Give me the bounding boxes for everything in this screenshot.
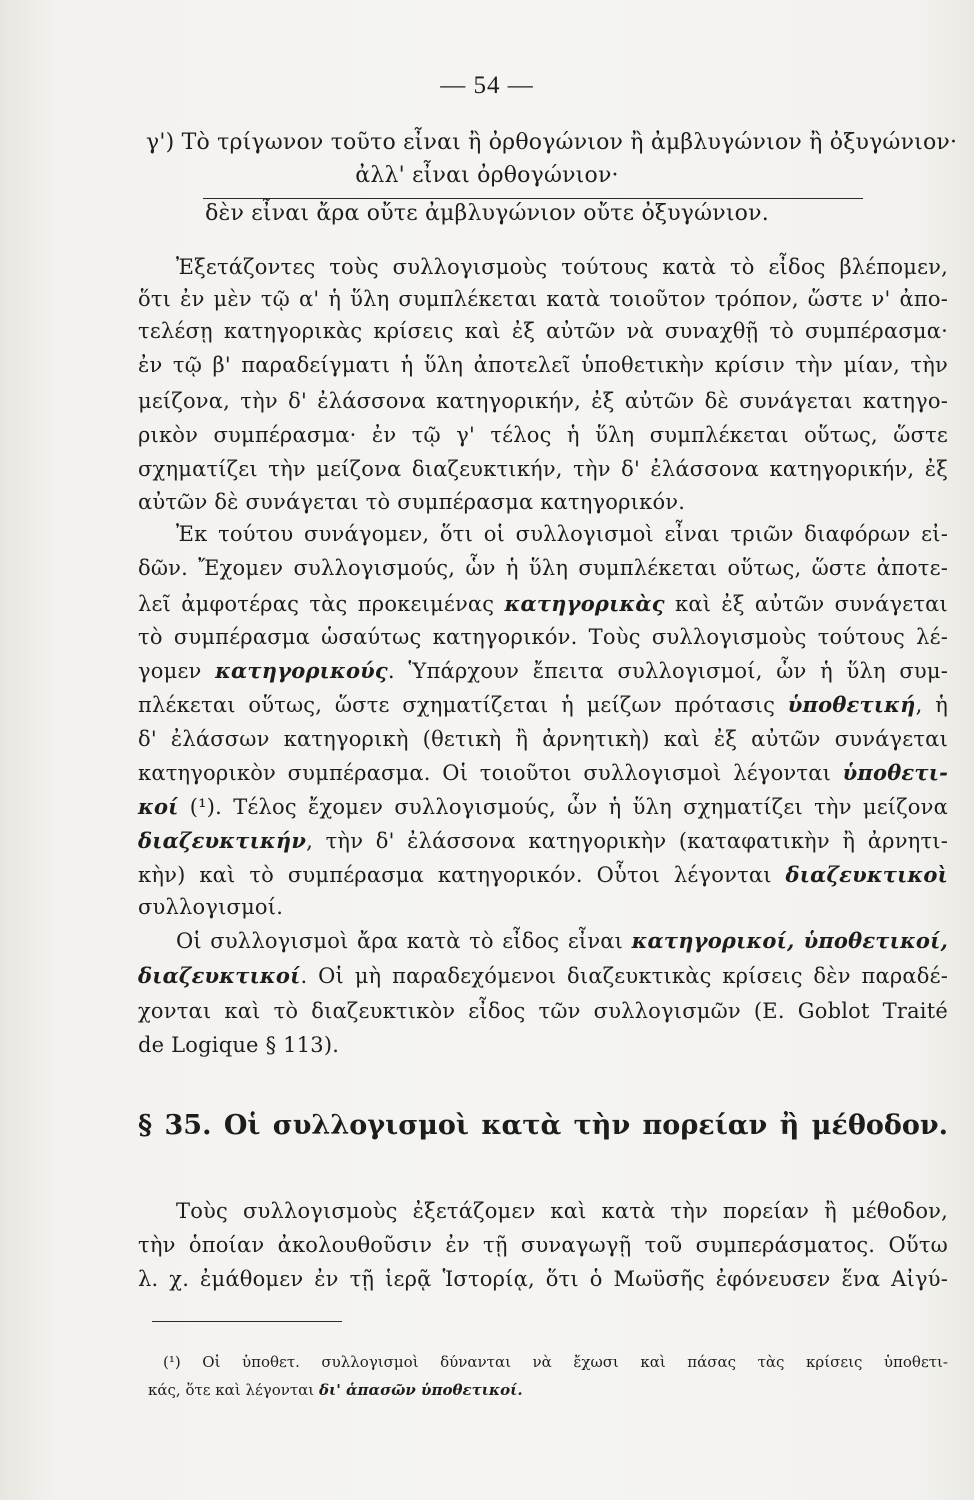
paragraph-4-line-1: Τοὺς συλλογισμοὺς ἐξετάζομεν καὶ κατὰ τὴν πορείαν ἢ μέθοδον, — [176, 1199, 948, 1223]
paragraph-1-line-4: ἐν τῷ β' παραδείγματι ἡ ὕλη ἀποτελεῖ ὑποθετικὴν κρίσιν τὴν μίαν, τὴν — [138, 353, 948, 377]
terms-categorical-hypothetical: κατηγορικοί, ὑποθετικοί, — [631, 928, 948, 953]
term-disjunctive-plural: διαζευκτικοὶ — [785, 862, 948, 887]
paragraph-2-line-10: διαζευκτικήν, τὴν δ' ἐλάσσονα κατηγορικὴν (καταφατικὴν ἢ ἀρνητι- — [138, 828, 948, 853]
term-disjunctive: διαζευκτικήν — [138, 828, 307, 853]
paragraph-4-line-3: λ. χ. ἐμάθομεν ἐν τῇ ἱερᾷ Ἱστορίᾳ, ὅτι ὁ Μωϋσῆς ἐφόνευσεν ἕνα Αἰγύ- — [138, 1267, 948, 1291]
paragraph-3-line-4: de Logique § 113). — [138, 1033, 340, 1057]
syllogism-minor-premise: ἀλλ' εἶναι ὀρθογώνιον· — [355, 163, 619, 188]
paragraph-2-line-7: δ' ἐλάσσων κατηγορικὴ (θετικὴ ἢ ἀρνητικὴ) καὶ ἐξ αὐτῶν συνάγεται — [138, 727, 948, 751]
paragraph-3-line-1: Οἱ συλλογισμοὶ ἄρα κατὰ τὸ εἶδος εἶναι κατηγορικοί, ὑποθετικοί, — [176, 928, 948, 953]
paragraph-2-line-4: τὸ συμπέρασμα ὡσαύτως κατηγορικόν. Τοὺς συλλογισμοὺς τούτους λέ- — [138, 625, 948, 649]
paragraph-2-line-1: Ἐκ τούτου συνάγομεν, ὅτι οἱ συλλογισμοὶ εἶναι τριῶν διαφόρων εἰ- — [176, 522, 948, 546]
paragraph-1-line-3: τελέσῃ κατηγορικὰς κρίσεις καὶ ἐξ αὐτῶν νὰ συναχθῇ τὸ συμπέρασμα· — [138, 319, 948, 343]
footnote-line-1: (¹) Οἱ ὑποθετ. συλλογισμοὶ δύνανται νὰ ἔχωσι καὶ πάσας τὰς κρίσεις ὑποθετι- — [163, 1353, 948, 1371]
paragraph-2-line-3: λεῖ ἀμφοτέρας τὰς προκειμένας κατηγορικὰς καὶ ἐξ αὐτῶν συνάγεται — [138, 591, 948, 616]
term-categorical-plural: κατηγορικούς — [215, 658, 388, 683]
term-hypothetical: ὑποθετική — [787, 692, 916, 717]
paragraph-2-line-2: δῶν. Ἔχομεν συλλογισμούς, ὧν ἡ ὕλη συμπλέκεται οὕτως, ὥστε ἀποτε- — [138, 556, 948, 580]
page-number: — 54 — — [440, 72, 534, 99]
footnote-line-2: κάς, ὅτε καὶ λέγονται δι' ἁπασῶν ὑποθετικοί. — [148, 1381, 523, 1399]
paragraph-3-line-3: χονται καὶ τὸ διαζευκτικὸν εἶδος τῶν συλλογισμῶν (E. Goblot Traité — [138, 999, 948, 1023]
syllogism-conclusion: δὲν εἶναι ἄρα οὔτε ἀμβλυγώνιον οὔτε ὀξυγώνιον. — [205, 201, 769, 226]
paragraph-4-line-2: τὴν ὁποίαν ἀκολουθοῦσιν ἐν τῇ συναγωγῇ τοῦ συμπεράσματος. Οὕτω — [138, 1233, 948, 1257]
paragraph-3-line-2: διαζευκτικοί. Οἱ μὴ παραδεχόμενοι διαζευκτικὰς κρίσεις δὲν παραδέ- — [138, 963, 948, 988]
term-hypothetical-plural: ὑποθετι- — [842, 760, 948, 785]
paragraph-2-line-9: κοί (¹). Τέλος ἔχομεν συλλογισμούς, ὧν ἡ ὕλη σχηματίζει τὴν μείζονα — [138, 794, 948, 819]
paragraph-2-line-11: κὴν) καὶ τὸ συμπέρασμα κατηγορικόν. Οὗτοι λέγονται διαζευκτικοὶ — [138, 862, 948, 887]
paragraph-1-line-2: ὅτι ἐν μὲν τῷ α' ἡ ὕλη συμπλέκεται κατὰ τοιοῦτον τρόπον, ὥστε ν' ἀπο- — [138, 287, 948, 311]
syllogism-major-premise: γ') Τὸ τρίγωνον τοῦτο εἶναι ἢ ὀρθογώνιον ἢ ἀμβλυγώνιον ἢ ὀξυγώνιον· — [146, 130, 958, 155]
paragraph-1-line-6: ρικὸν συμπέρασμα· ἐν τῷ γ' τέλος ἡ ὕλη συμπλέκεται οὕτως, ὥστε — [138, 423, 948, 447]
paragraph-2-line-8: κατηγορικὸν συμπέρασμα. Οἱ τοιοῦτοι συλλογισμοὶ λέγονται ὑποθετι- — [138, 760, 948, 785]
paragraph-2-line-12: συλλογισμοί. — [138, 895, 284, 919]
term-categorical: κατηγορικὰς — [504, 591, 665, 616]
paragraph-2-line-5: γομεν κατηγορικούς. Ὑπάρχουν ἔπειτα συλλογισμοί, ὧν ἡ ὕλη συμ- — [138, 658, 948, 683]
section-heading: § 35. Οἱ συλλογισμοὶ κατὰ τὴν πορείαν ἢ μέθοδον. — [138, 1110, 948, 1141]
paragraph-1-line-1: Ἐξετάζοντες τοὺς συλλογισμοὺς τούτους κατὰ τὸ εἶδος βλέπομεν, — [176, 255, 948, 279]
paragraph-1-line-7: σχηματίζει τὴν μείζονα διαζευκτικήν, τὴν δ' ἐλάσσονα κατηγορικήν, ἐξ — [138, 457, 948, 481]
paragraph-1-line-5: μείζονα, τὴν δ' ἐλάσσονα κατηγορικήν, ἐξ αὐτῶν δὲ συνάγεται κατηγο- — [138, 389, 948, 413]
paragraph-1-line-8: αὐτῶν δὲ συνάγεται τὸ συμπέρασμα κατηγορικόν. — [138, 490, 686, 514]
footnote-rule — [152, 1321, 342, 1322]
paragraph-2-line-6: πλέκεται οὕτως, ὥστε σχηματίζεται ἡ μείζων πρότασις ὑποθετική, ἡ — [138, 692, 948, 717]
